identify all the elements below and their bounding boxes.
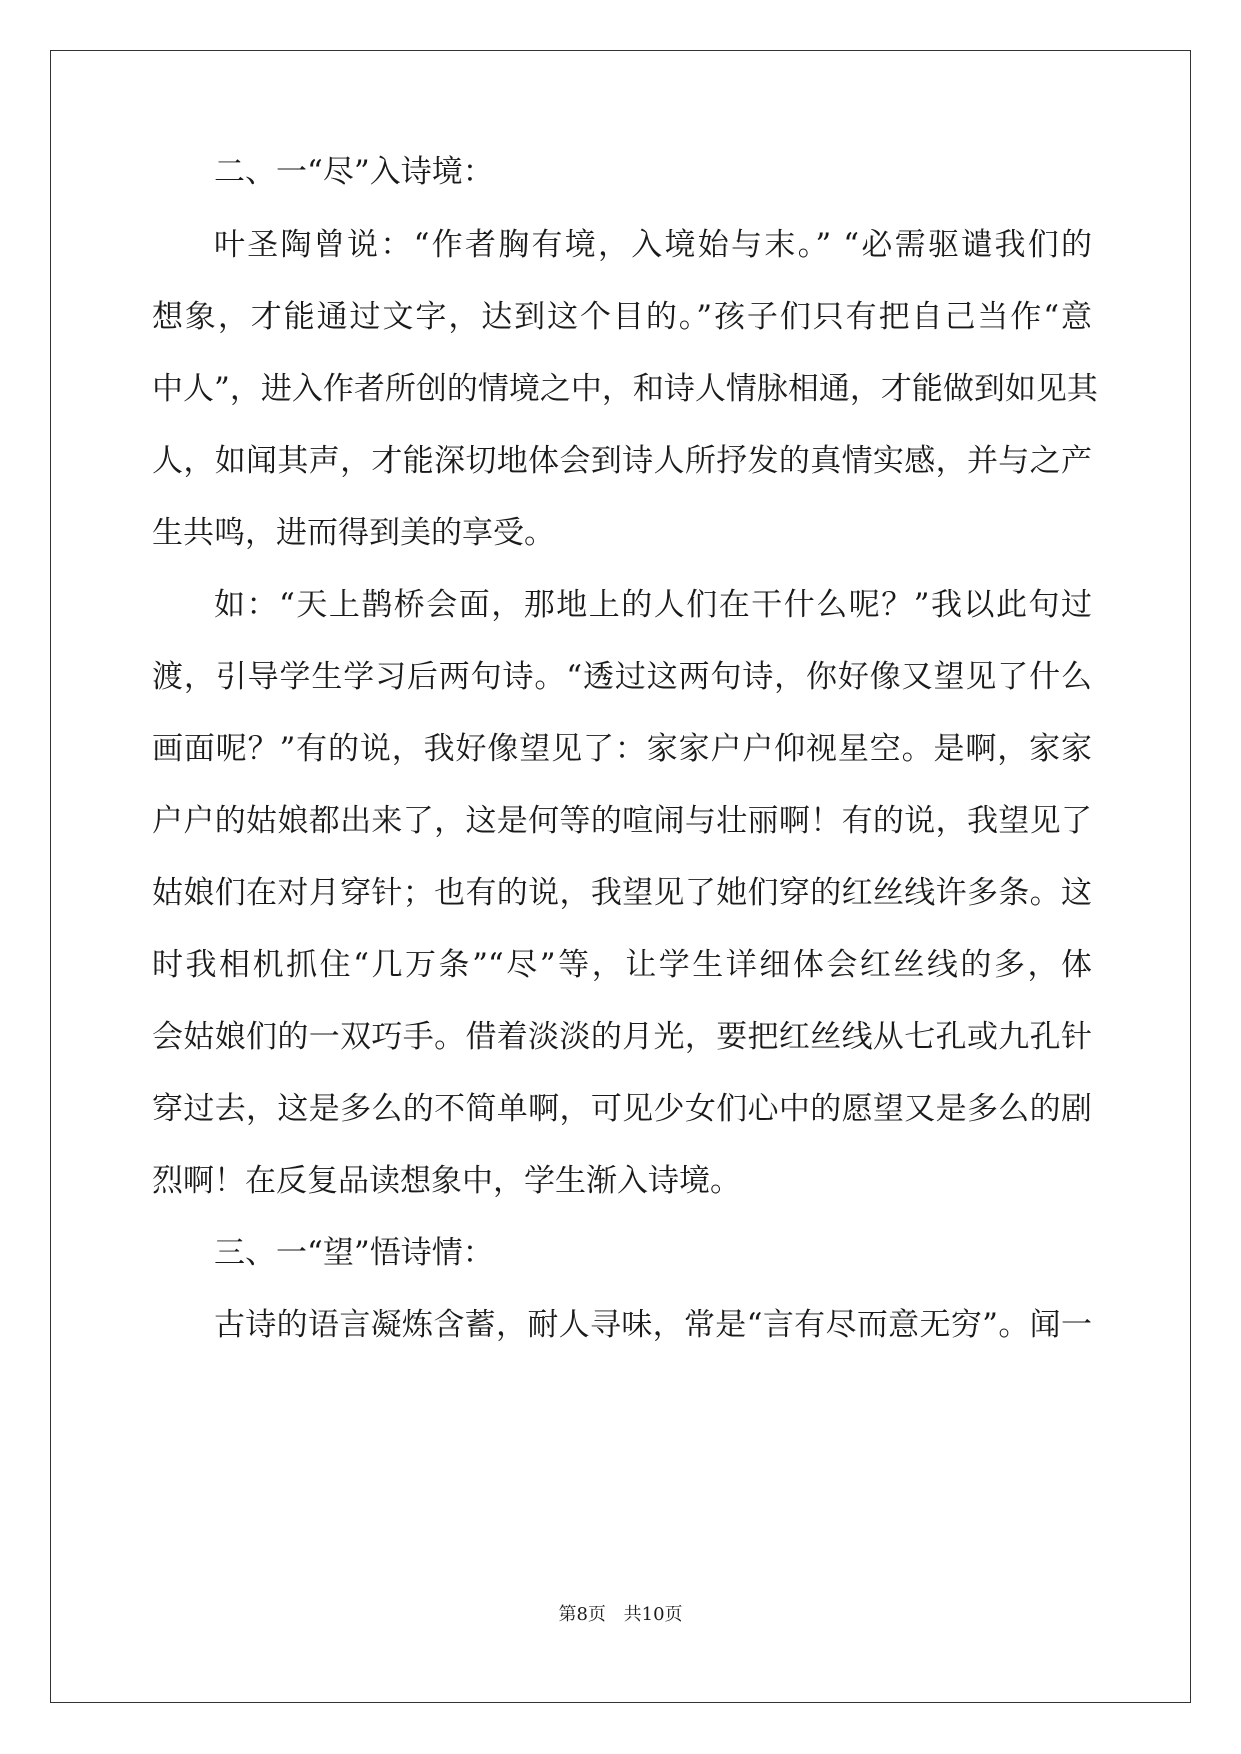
paragraph-line: 烈啊！在反复品读想象中，学生渐入诗境。 — [152, 1163, 741, 1199]
paragraph-line: 人，如闻其声，才能深切地体会到诗人所抒发的真情实感，并与之产 — [152, 443, 1092, 479]
paragraph-line: 姑娘们在对月穿针；也有的说，我望见了她们穿的红丝线许多条。这 — [152, 875, 1092, 911]
section-heading-3: 三、一“望”悟诗情： — [214, 1235, 494, 1271]
paragraph-line: 户户的姑娘都出来了，这是何等的喧闹与壮丽啊！有的说，我望见了 — [152, 803, 1092, 839]
paragraph-line: 时我相机抓住“几万条”“尽”等，让学生详细体会红丝线的多，体 — [152, 947, 1092, 983]
paragraph-line: 古诗的语言凝炼含蓄，耐人寻味，常是“言有尽而意无穷”。闻一 — [214, 1307, 1092, 1343]
paragraph-line: 渡，引导学生学习后两句诗。“透过这两句诗，你好像又望见了什么 — [152, 659, 1092, 695]
paragraph-line: 叶圣陶曾说：“作者胸有境，入境始与末。” “必需驱谴我们的 — [214, 227, 1092, 263]
paragraph-line: 穿过去，这是多么的不简单啊，可见少女们心中的愿望又是多么的剧 — [152, 1091, 1092, 1127]
paragraph-line: 生共鸣，进而得到美的享受。 — [152, 515, 555, 551]
paragraph-line: 会姑娘们的一双巧手。借着淡淡的月光，要把红丝线从七孔或九孔针 — [152, 1019, 1092, 1055]
paragraph-line: 如：“天上鹊桥会面，那地上的人们在干什么呢？”我以此句过 — [214, 587, 1092, 623]
paragraph-line: 画面呢？”有的说，我好像望见了：家家户户仰视星空。是啊，家家 — [152, 731, 1092, 767]
paragraph-line: 想象，才能通过文字，达到这个目的。”孩子们只有把自己当作“意 — [152, 299, 1092, 335]
page-number: 第8页 — [558, 1604, 606, 1625]
page-footer — [0, 1600, 1241, 1626]
paragraph-line: 中人”，进入作者所创的情境之中，和诗人情脉相通，才能做到如见其 — [152, 371, 1098, 407]
page-total: 共10页 — [623, 1604, 683, 1625]
section-heading-2: 二、一“尽”入诗境： — [214, 154, 494, 190]
